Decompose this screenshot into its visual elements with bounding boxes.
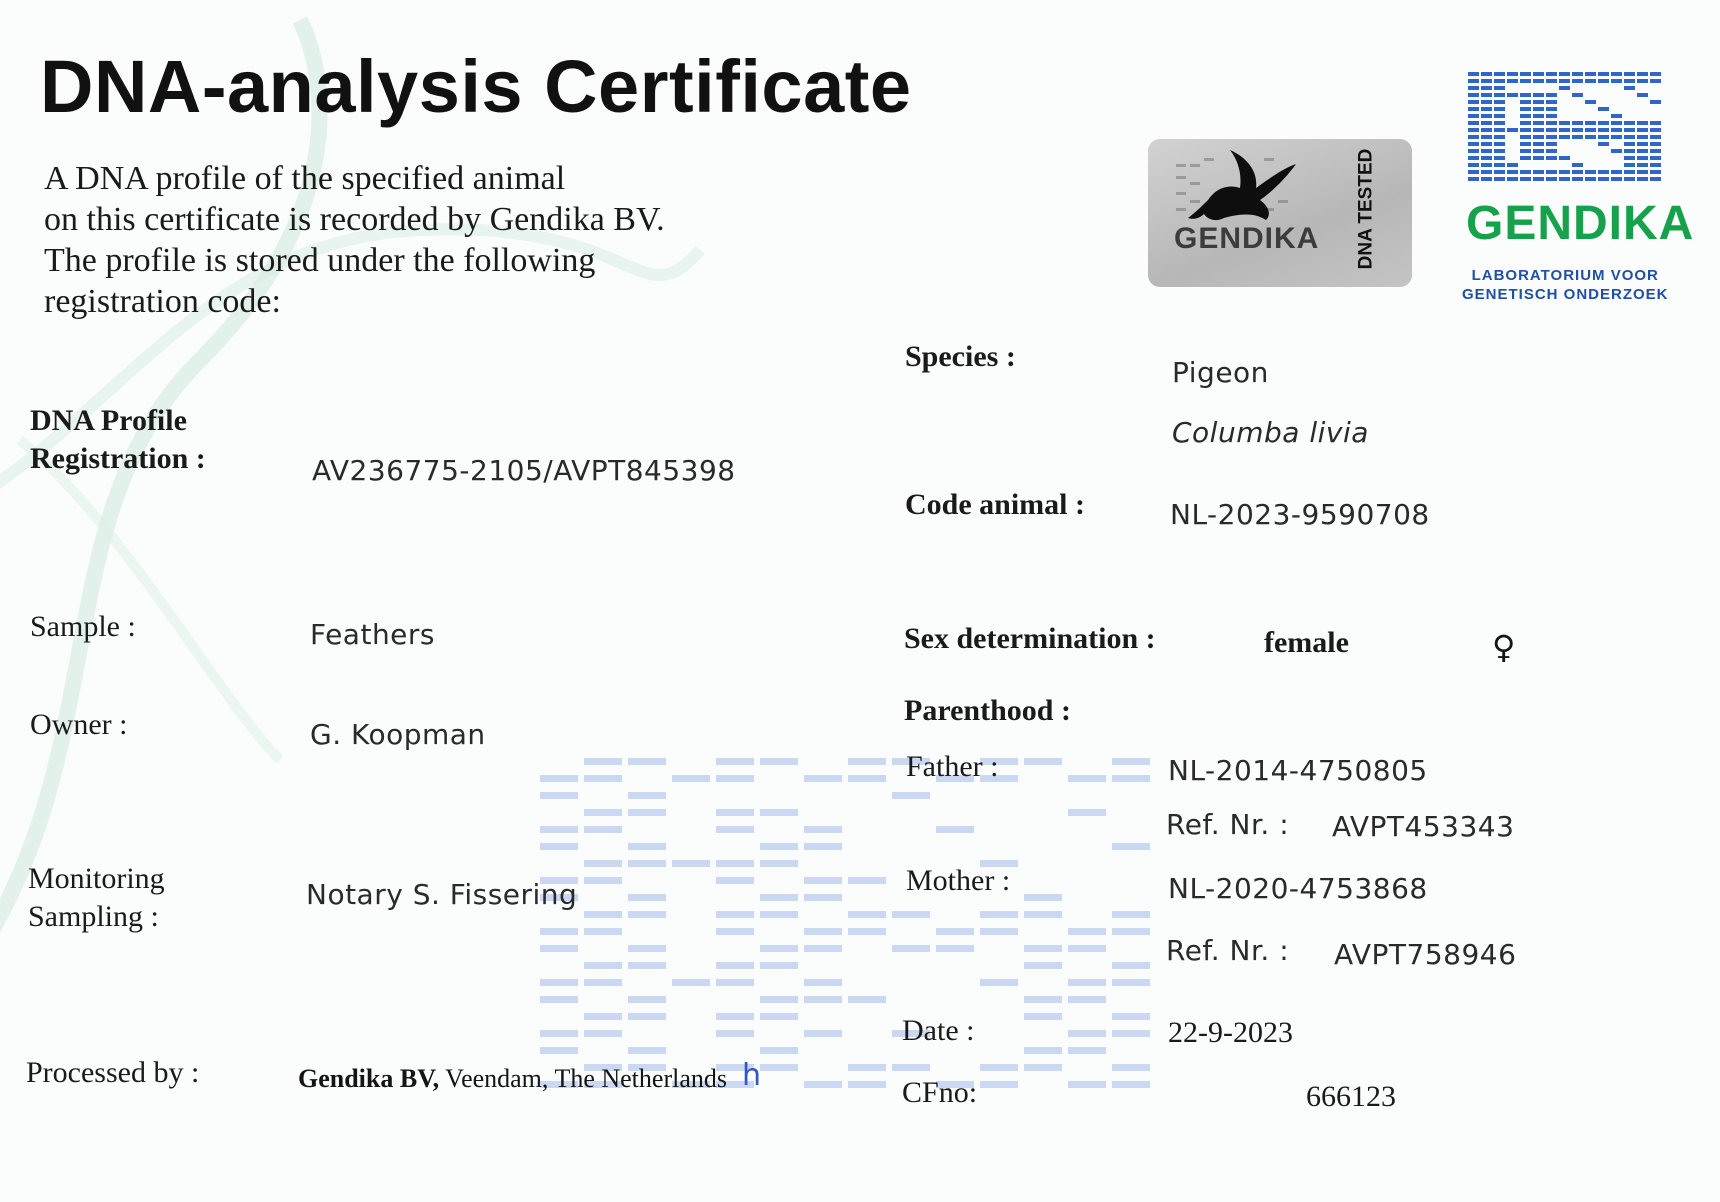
code-value: NL-2023-9590708 [1170,498,1430,531]
cfno-label: CFno: [902,1076,978,1109]
registration-value: AV236775-2105/AVPT845398 [312,454,736,487]
date-label: Date : [902,1014,975,1047]
sex-value: female [1264,626,1349,659]
registration-label: DNA Profile [30,404,187,437]
sample-value: Feathers [310,618,436,651]
date-value: 22-9-2023 [1168,1016,1293,1049]
sample-label: Sample : [30,610,136,643]
mother-value: NL-2020-4753868 [1168,872,1428,905]
intro-line: A DNA profile of the specified animal [44,160,566,197]
monitoring-value: Notary S. Fissering [306,878,578,911]
monitoring-label: Sampling : [28,900,159,933]
mother-label: Mother : [906,864,1011,897]
processed-company: Gendika BV, [298,1064,440,1093]
intro-text [44,158,665,322]
signature-mark: h [742,1058,762,1093]
intro-line: on this certificate is recorded by Gendika BV. [44,201,665,238]
mother-ref-label: Ref. Nr. : [1166,934,1290,967]
registration-label: Registration : [30,442,206,475]
logo-name: GENDIKA [1466,197,1695,250]
sex-label: Sex determination : [904,622,1156,655]
intro-line: The profile is stored under the following [44,242,596,279]
intro-line: registration code: [44,283,281,320]
father-label: Father : [906,750,999,783]
seal-badge: DNA TESTED [1355,148,1377,270]
father-ref-value: AVPT453343 [1332,810,1515,843]
monitoring-label: Monitoring [28,862,165,895]
female-symbol-icon: ♀ [1492,628,1516,666]
species-latin: Columba livia [1172,416,1369,449]
logo-subtitle-line: LABORATORIUM VOOR [1471,267,1659,284]
cfno-value: 666123 [1306,1080,1396,1113]
owner-value: G. Koopman [310,718,486,751]
species-common: Pigeon [1172,356,1269,389]
father-ref-label: Ref. Nr. : [1166,808,1290,841]
processed-location: Veendam, The Netherlands [439,1064,727,1093]
logo-subtitle-line: GENETISCH ONDERZOEK [1462,286,1669,303]
processed-label: Processed by : [26,1056,200,1089]
seal-brand: GENDIKA [1174,222,1320,255]
gendika-logo-mark [1468,72,1664,184]
code-label: Code animal : [905,488,1085,521]
certificate-title: DNA-analysis Certificate [40,45,912,128]
processed-value [298,1064,727,1094]
logo-subtitle [1462,266,1669,304]
owner-label: Owner : [30,708,128,741]
father-value: NL-2014-4750805 [1168,754,1428,787]
species-label: Species : [905,340,1016,373]
parenthood-label: Parenthood : [904,694,1071,727]
mother-ref-value: AVPT758946 [1334,938,1517,971]
